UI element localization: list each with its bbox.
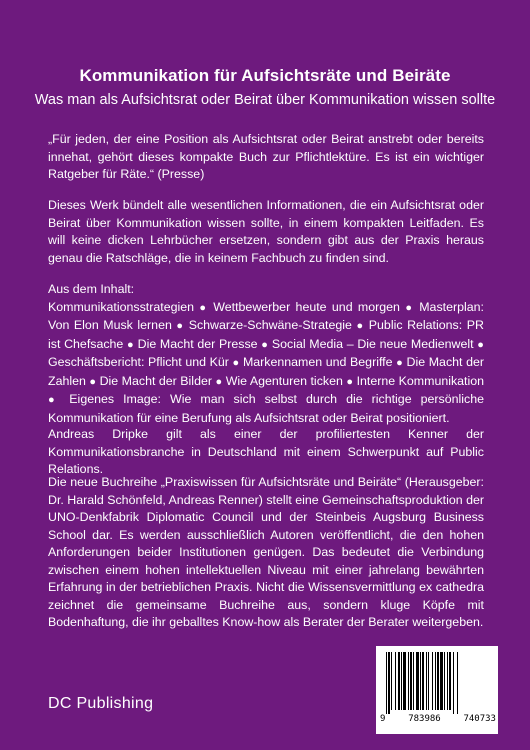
- contents-heading: Aus dem Inhalt:: [48, 282, 135, 296]
- contents-list: [48, 299, 484, 428]
- barcode-digit-prefix: 9: [380, 714, 386, 724]
- contents-item: Social Media – Die neue Medienwelt: [271, 336, 474, 351]
- barcode-bar: [398, 652, 400, 710]
- barcode-bar: [422, 652, 424, 710]
- barcode-bar: [447, 652, 448, 710]
- author-bio-text: Andreas Dripke gilt als einer der profiliertesten Kenner der Kommunikationsbranche in Deutschland mit einem Schwerpunkt auf Public Relations.: [48, 427, 484, 476]
- bullet-separator: ●: [405, 301, 414, 314]
- barcode-bar: [432, 652, 433, 710]
- author-bio: [48, 426, 484, 479]
- contents-item: Wettbewerber heute und morgen: [213, 299, 400, 314]
- barcode-bar: [408, 652, 409, 710]
- barcode-bar: [395, 652, 396, 710]
- bullet-separator: ●: [176, 320, 185, 332]
- barcode-bar: [410, 652, 412, 710]
- bullet-separator: ●: [396, 357, 403, 369]
- press-quote: [48, 131, 484, 184]
- contents-item: Schwarze-Schwäne-Strategie: [188, 318, 352, 332]
- contents-item: Eigenes Image: Wie man sich selbst durch die richtige persönliche Kommunikation für eine Berufung als Aufsichtsrat oder Beirat positioniert.: [48, 392, 484, 425]
- bullet-separator: ●: [48, 394, 61, 406]
- barcode-bar: [444, 652, 445, 710]
- barcode-bar: [437, 652, 439, 710]
- contents-item: Die Macht der Zahlen: [48, 355, 484, 388]
- barcode-bar: [449, 652, 451, 710]
- bullet-separator: ●: [346, 375, 354, 388]
- barcode-bars: [382, 652, 492, 714]
- contents-item: Wie Agenturen ticken: [225, 373, 343, 388]
- barcode-bar: [420, 652, 421, 710]
- contents-item: Markennamen und Begriffe: [242, 355, 393, 369]
- barcode-bar: [403, 652, 406, 710]
- bullet-separator: ●: [199, 301, 208, 314]
- barcode-digit-group-right: 740733: [463, 714, 496, 724]
- barcode-bar: [416, 652, 419, 710]
- contents-item: Public Relations: PR ist Chefsache: [48, 318, 484, 351]
- contents-item: Kommunikationsstrategien: [48, 299, 195, 314]
- book-description-text: Dieses Werk bündelt alle wesentlichen Informationen, die ein Aufsichtsrat oder Beirat über Kommunikation wissen sollte, in einem kompakten Leitfaden. Es will keine dicken Lehrbücher ersetzen, sondern gibt aus der Praxis heraus genau die Ratschläge, die in keinem Fachbuch zu finden sind.: [48, 198, 484, 265]
- press-quote-text: „Für jeden, der eine Position als Aufsichtsrat oder Beirat anstrebt oder bereits innehat, gehört dieses kompakte Buch zur Pflichtlektüre. Es ist ein wichtiger Ratgeber für Räte.“ (Presse): [48, 132, 484, 181]
- barcode-bar: [391, 652, 392, 710]
- bullet-separator: ●: [127, 338, 134, 351]
- barcode-bar: [457, 652, 458, 714]
- barcode-bar: [388, 652, 390, 714]
- book-description: [48, 197, 484, 267]
- barcode-bar: [401, 652, 402, 710]
- series-description: [48, 474, 484, 632]
- barcode-digit-group-left: 783986: [408, 714, 441, 724]
- bullet-separator: ●: [89, 375, 97, 388]
- barcode-bar: [435, 652, 436, 710]
- contents-item: Geschäftsbericht: Pflicht und Kür: [48, 355, 229, 369]
- publisher-name: DC Publishing: [48, 695, 154, 712]
- contents-section: [48, 281, 484, 427]
- bullet-separator: ●: [261, 338, 269, 351]
- bullet-separator: ●: [232, 357, 240, 369]
- series-description-text: Die neue Buchreihe „Praxiswissen für Aufsichtsräte und Beiräte“ (Herausgeber: Dr. Harald Schönfeld, Andreas Renner) stellt eine Gemeinschaftsproduktion der UNO-Denkfabrik Diplomatic Council und der Steinbeis Augsburg Business School dar. Es werden ausschließlich Autoren veröffentlicht, die den hohen Anforderungen beider Institutionen genügen. Das bedeutet die Verbindung zwischen einem hohen intellektuellen Niveau mit einer jahrelang bewährten Erfahrung in der betrieblichen Praxis. Nicht die Wissensvermittlung ex cathedra zeichnet die gemeinsame Buchreihe aus, sondern kluge Köpfe mit Bodenhaftung, die ihr geballtes Know-how als Berater der Berater weitergeben.: [48, 475, 484, 629]
- contents-item: Die Macht der Presse: [137, 336, 258, 351]
- isbn-barcode: [376, 646, 498, 734]
- contents-item: Masterplan: Von Elon Musk lernen: [48, 299, 484, 332]
- bullet-separator: ●: [356, 320, 365, 332]
- barcode-bar: [413, 652, 414, 710]
- bullet-separator: ●: [477, 338, 484, 351]
- barcode-bar: [426, 652, 427, 710]
- contents-item: Die Macht der Bilder: [99, 373, 212, 388]
- barcode-bar: [428, 652, 429, 710]
- barcode-bar: [440, 652, 443, 710]
- book-title: Kommunikation für Aufsichtsräte und Beiräte: [79, 66, 451, 85]
- barcode-bar: [453, 652, 454, 714]
- contents-item: Interne Kommunikation: [356, 373, 485, 388]
- barcode-bar: [386, 652, 387, 714]
- barcode-number: [380, 714, 496, 724]
- book-subtitle: Was man als Aufsichtsrat oder Beirat über Kommunikation wissen sollte: [34, 92, 496, 108]
- bullet-separator: ●: [215, 375, 223, 388]
